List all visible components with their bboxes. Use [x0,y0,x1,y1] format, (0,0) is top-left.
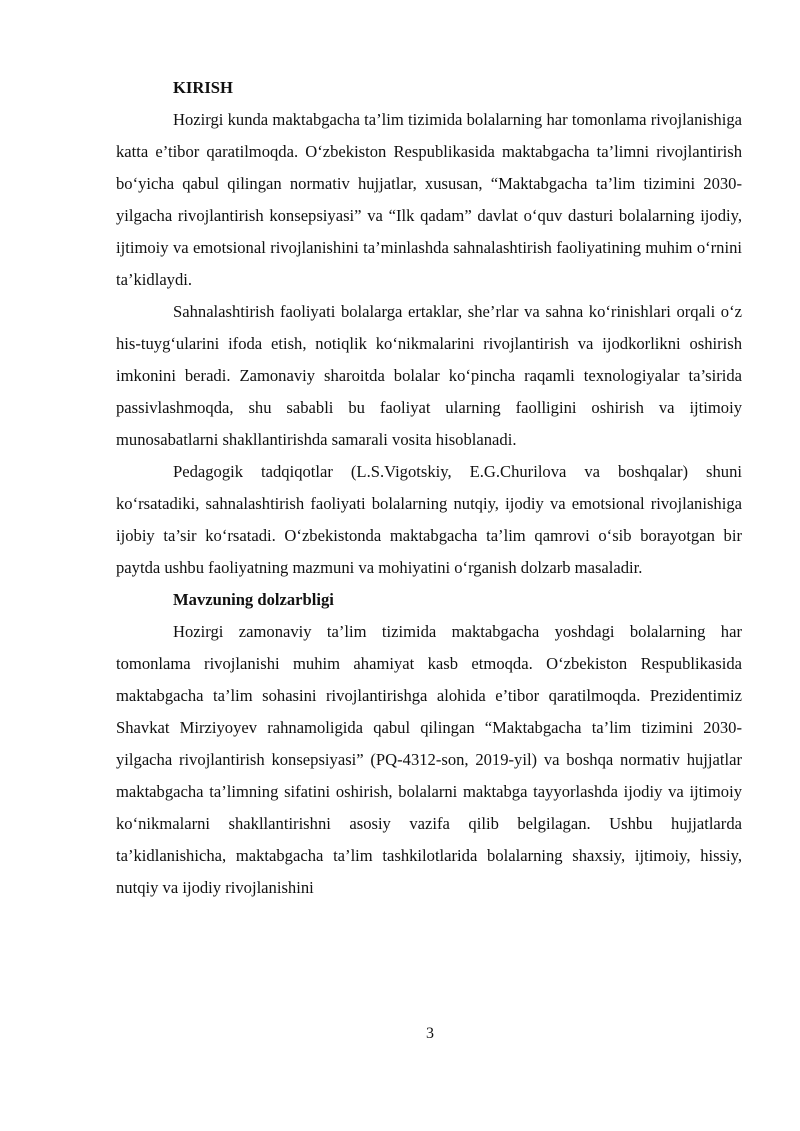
section-heading-kirish: KIRISH [173,78,233,97]
paragraph-intro-2: Sahnalashtirish faoliyati bolalarga ertaklar, she’rlar va sahna ko‘rinishlari orqali o‘z his-tuyg‘ularini ifoda etish, notiqlik ko‘nikmalarini rivojlantirish va ijodkorlikni oshirish imkonini beradi. Zamonaviy sharoitda bolalar ko‘pincha raqamli texnologiyalar ta’sirida passivlashmoqda, shu sababli bu faoliyat ularning faolligini oshirish va ijtimoiy munosabatlarni shakllantirishda samarali vosita hisoblanadi. [116,302,742,449]
section-heading-relevance: Mavzuning dolzarbligi [173,590,334,609]
paragraph-intro-3: Pedagogik tadqiqotlar (L.S.Vigotskiy, E.G.Churilova va boshqalar) shuni ko‘rsatadiki, sahnalashtirish faoliyati bolalarning nutqiy, ijodiy va emotsional rivojlanishiga ijobiy ta’sir ko‘rsatadi. O‘zbekistonda maktabgacha ta’lim qamrovi o‘sib borayotgan bir paytda ushbu faoliyatning mazmuni va mohiyatini o‘rganish dolzarb masaladir. [116,462,742,577]
page-number: 3 [426,1025,434,1042]
paragraph-intro-1: Hozirgi kunda maktabgacha ta’lim tizimida bolalarning har tomonlama rivojlanishiga katta e’tibor qaratilmoqda. O‘zbekiston Respublikasida maktabgacha ta’limni rivojlantirish bo‘yicha qabul qilingan normativ hujjatlar, xususan, “Maktabgacha ta’lim tizimini 2030-yilgacha rivojlantirish konsepsiyasi” va “Ilk qadam” davlat o‘quv dasturi bolalarning ijodiy, ijtimoiy va emotsional rivojlanishini ta’minlashda sahnalashtirish faoliyatining muhim o‘rnini ta’kidlaydi. [116,110,742,289]
paragraph-relevance: Hozirgi zamonaviy ta’lim tizimida maktabgacha yoshdagi bolalarning har tomonlama rivojlanishi muhim ahamiyat kasb etmoqda. O‘zbekiston Respublikasida maktabgacha ta’lim sohasini rivojlantirishga alohida e’tibor qaratilmoqda. Prezidentimiz Shavkat Mirziyoyev rahnamoligida qabul qilingan “Maktabgacha ta’lim tizimini 2030-yilgacha rivojlantirish konsepsiyasi” (PQ-4312-son, 2019-yil) va boshqa normativ hujjatlar maktabgacha ta’limning sifatini oshirish, bolalarni maktabga tayyorlashda ijodiy va ijtimoiy ko‘nikmalarni shakllantirishni asosiy vazifa qilib belgilagan. Ushbu hujjatlarda ta’kidlanishicha, maktabgacha ta’lim tashkilotlarida bolalarning shaxsiy, ijtimoiy, hissiy, nutqiy va ijodiy rivojlanishini [116,622,742,897]
page-body [116,72,742,904]
